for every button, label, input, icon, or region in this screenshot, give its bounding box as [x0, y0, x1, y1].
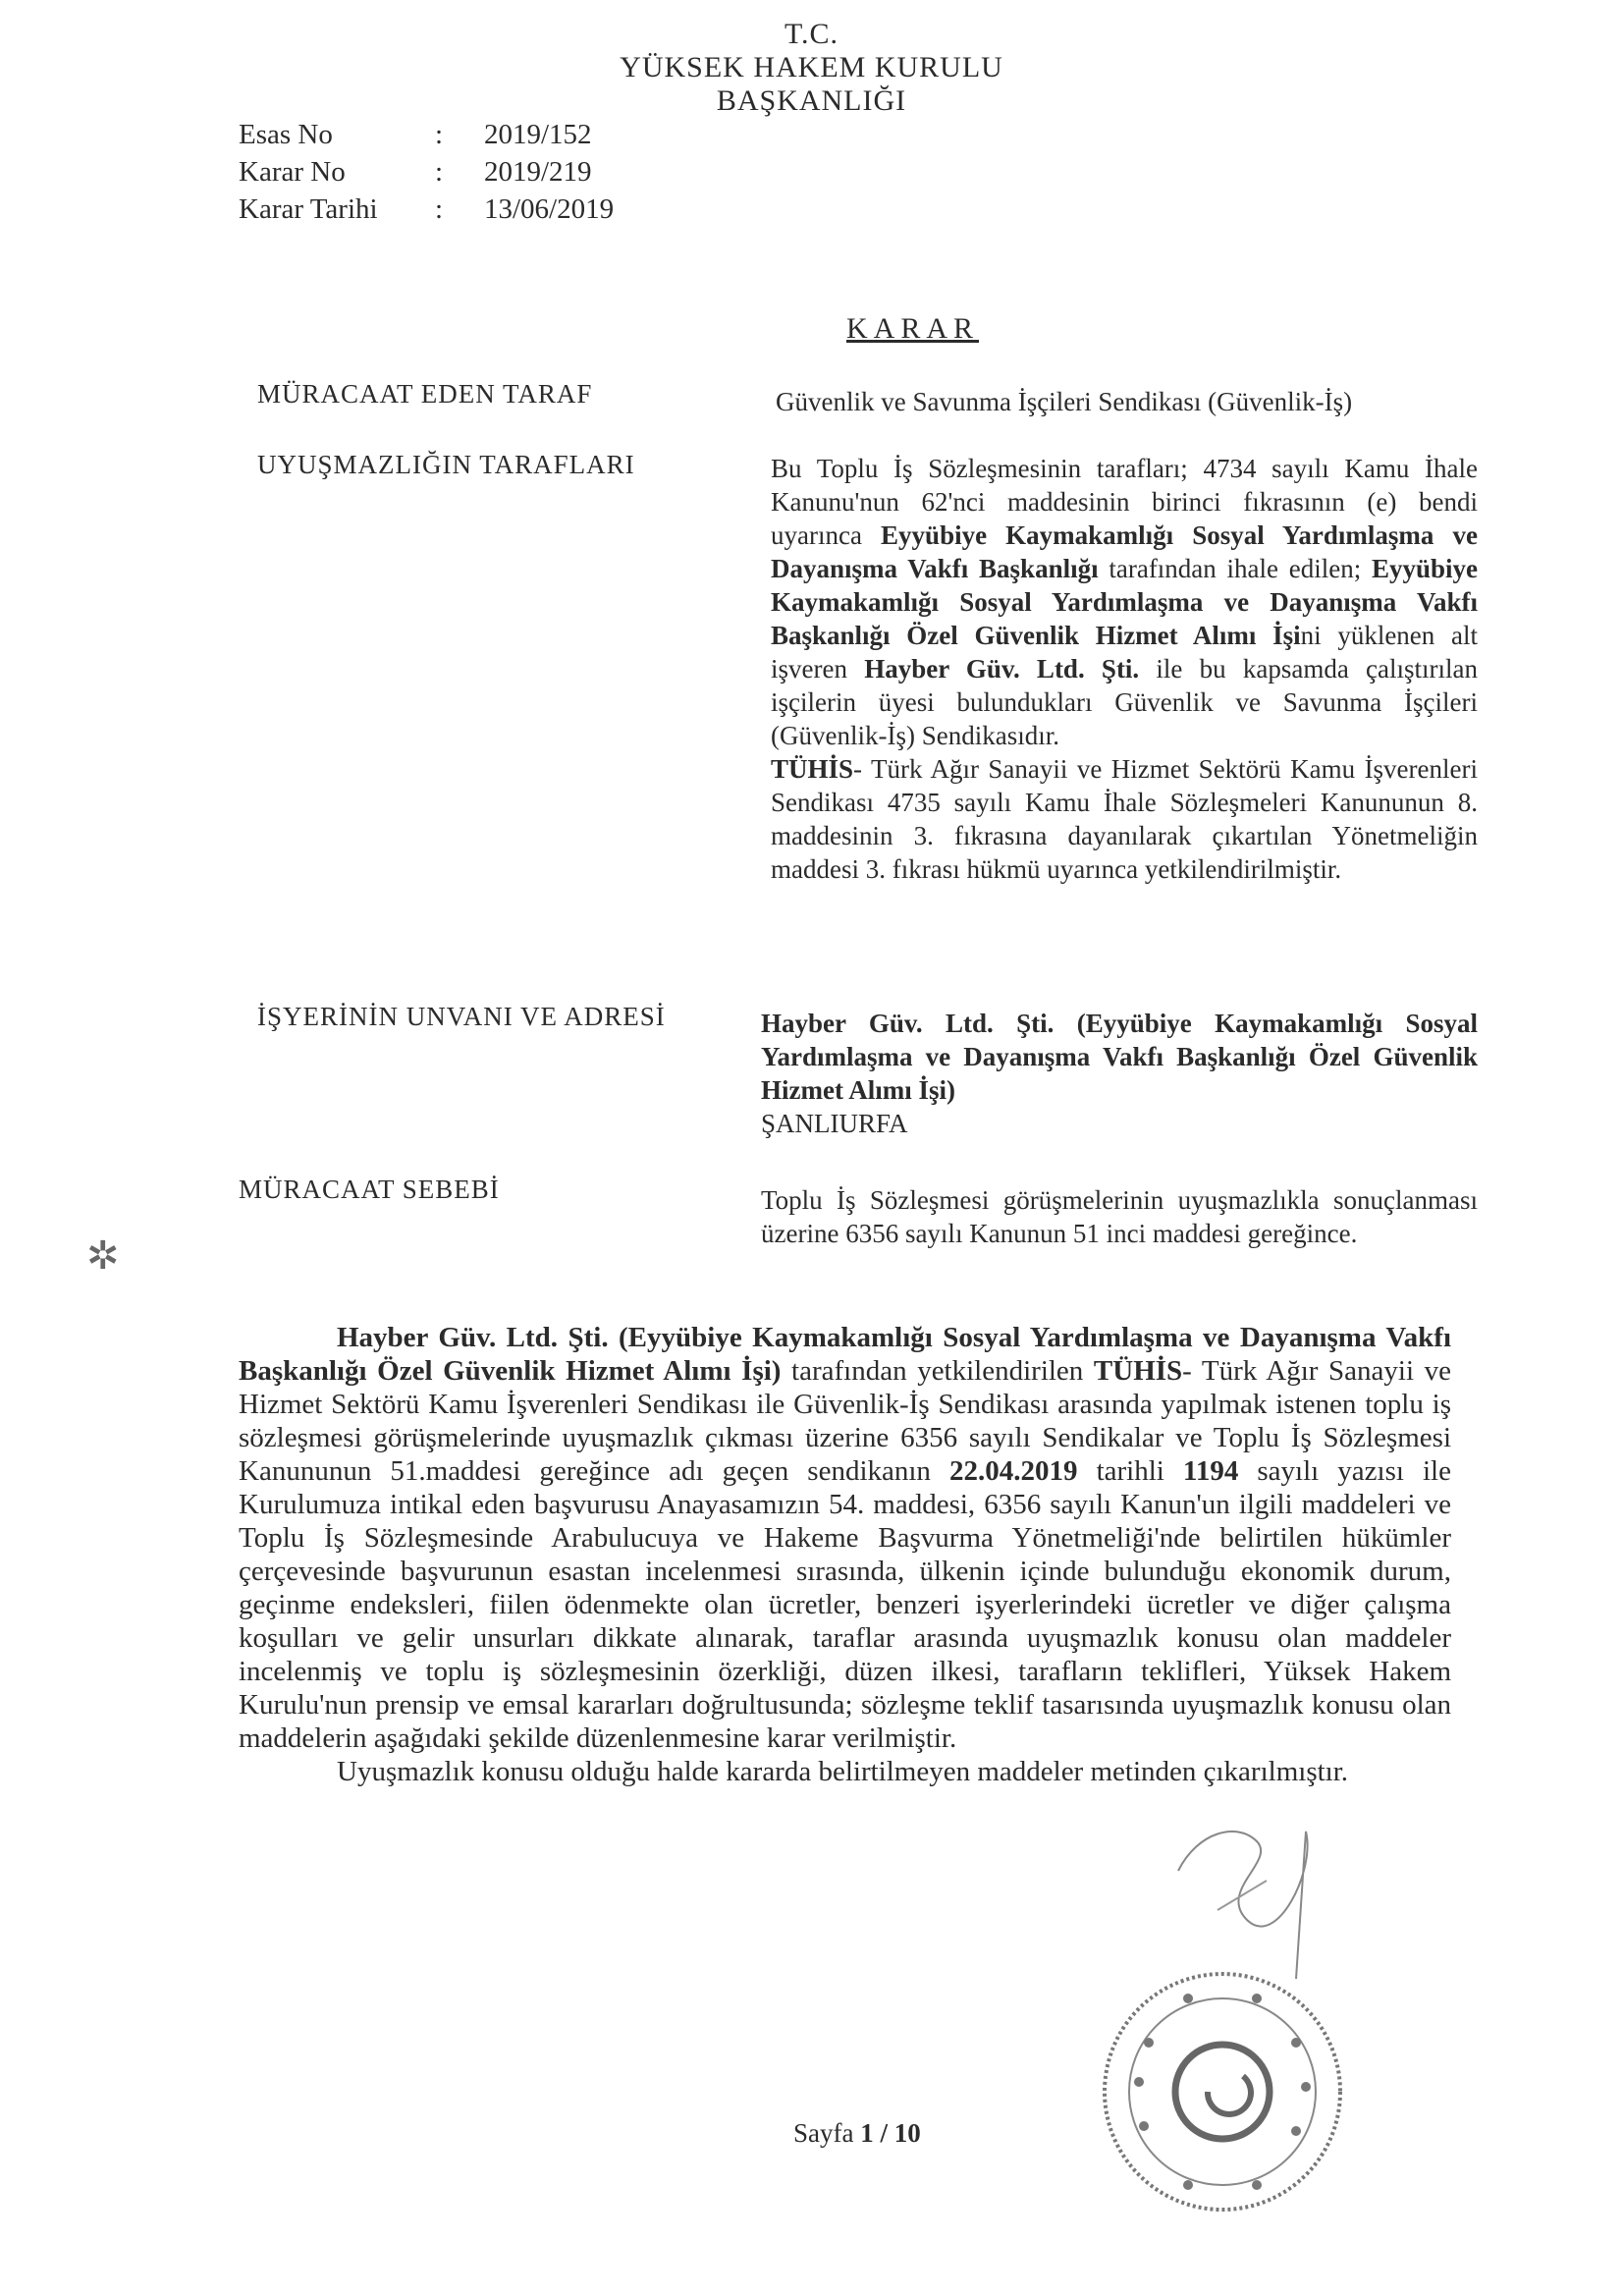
label-isyeri: İŞYERİNİN UNVANI VE ADRESİ: [257, 1002, 666, 1031]
meta-value: 2019/152: [484, 119, 592, 150]
taraflar-paragraph-1: [771, 452, 1478, 752]
bold-run: 1194: [1182, 1455, 1239, 1487]
meta-colon: :: [435, 156, 444, 188]
bold-run: Hayber Güv. Ltd. Şti. (Eyyübiye Kaymakamlığı Sosyal Yardımlaşma ve Dayanışma Vakfı Başkanlığı Özel Güvenlik Hizmet Alımı İşi): [239, 1322, 1451, 1387]
bold-run: TÜHİS: [1093, 1355, 1183, 1387]
page-footer: [793, 2118, 921, 2149]
meta-colon: :: [435, 119, 444, 150]
bold-run: Eyyübiye Kaymakamlığı Sosyal Yardımlaşma ve Dayanışma Vakfı Başkanlığı Özel Güvenlik Hizmet Alımı İşi: [771, 554, 1478, 650]
bold-run: 22.04.2019: [949, 1455, 1078, 1487]
case-meta: [239, 116, 614, 228]
bold-run: TÜHİS: [771, 754, 854, 784]
meta-value: 13/06/2019: [484, 193, 615, 225]
text-run: sayılı yazısı ile Kurulumuza intikal eden başvurusu Anayasamızın 54. maddesi, 6356 sayılı Kanun'un ilgili maddeleri ve Toplu İş Sözleşmesinde Arabulucuya ve Hakeme Başvurma Yönetmeliği'nde belirtilen hükümler çerçevesinde başvurunun esastan incelenmesi sırasında, ülkenin içinde bulunduğu ekonomik durum, geçinme endeksleri, fiilen ödenmekte olan ücretler, benzeri işyerlerindeki ücretler ve diğer çalışma koşulları ve gelir unsurları dikkate alınarak, taraflar arasında uyuşmazlık konusu olan maddeler incelenmiş ve toplu iş sözleşmesinin özerkliği, düzen ilkesi, tarafların teklifleri, Yüksek Hakem Kurulu'nun prensip ve emsal kararları doğrultusunda; sözleşme teklif tasarısında uyuşmazlık konusu olan maddelerin aşağıdaki şekilde düzenlenmesine karar verilmiştir.: [239, 1455, 1451, 1754]
meta-label: Esas No: [239, 119, 333, 150]
text-run: - Türk Ağır Sanayii ve Hizmet Sektörü Kamu İşverenleri Sendikası ile Güvenlik-İş Sendikası arasında yapılmak istenen toplu iş sözleşmesi görüşmelerinde uyuşmazlık çıkması üzerine 6356 sayılı Sendikalar ve Toplu İş Sözleşmesi Kanununun 51.maddesi gereğince adı geçen sendikanın: [239, 1355, 1451, 1487]
document-header: [0, 18, 1623, 118]
header-line-tc: T.C.: [784, 18, 839, 50]
body-paragraph-2: Uyuşmazlık konusu olduğu halde kararda belirtilmeyen maddeler metinden çıkarılmıştır.: [337, 1756, 1349, 1787]
text-run: ni yüklenen alt işveren: [771, 621, 1478, 683]
scan-mark: ✲: [86, 1233, 120, 1278]
text-run: ile bu kapsamda çalıştırılan işçilerin üyesi bulundukları Güvenlik ve Savunma İşçileri (Güvenlik-İş) Sendikasıdır.: [771, 654, 1478, 750]
footer-prefix: Sayfa: [793, 2118, 861, 2148]
signature-mark: [1159, 1812, 1355, 1989]
body-paragraph-1: [239, 1321, 1451, 1755]
text-run: tarafından yetkilendirilen: [781, 1355, 1094, 1387]
header-line-institution: YÜKSEK HAKEM KURULU: [620, 51, 1003, 83]
text-run: Bu Toplu İş Sözleşmesinin tarafları; 4734 sayılı Kamu İhale Kanunu'nun 62'nci maddesinin birinci fıkrasının (e) bendi uyarınca: [771, 454, 1478, 550]
text-run: tarihli: [1077, 1455, 1183, 1487]
meta-label: Karar No: [239, 156, 346, 188]
text-run: - Türk Ağır Sanayii ve Hizmet Sektörü Kamu İşverenleri Sendikası 4735 sayılı Kamu İhale Sözleşmeleri Kanununun 8. maddesinin 3. fıkrasına dayanılarak çıkartılan Yönetmeliğin maddesi 3. fıkrası hükmü uyarınca yetkilendirilmiştir.: [771, 754, 1478, 884]
decision-body: [239, 1321, 1451, 1788]
muracaat-eden-text: Güvenlik ve Savunma İşçileri Sendikası (Güvenlik-İş): [776, 387, 1353, 416]
footer-page-number: 1 / 10: [860, 2118, 921, 2148]
text-run: tarafından ihale edilen;: [1098, 554, 1372, 583]
isyeri-city: ŞANLIURFA: [761, 1109, 908, 1138]
label-sebep: MÜRACAAT SEBEBİ: [239, 1175, 500, 1204]
header-line-presidency: BAŞKANLIĞI: [716, 84, 907, 117]
meta-value: 2019/219: [484, 156, 592, 188]
isyeri-text: [761, 1007, 1478, 1140]
meta-row-tarih: [239, 191, 614, 228]
meta-row-esas: [239, 116, 614, 153]
label-taraflar: UYUŞMAZLIĞIN TARAFLARI: [257, 450, 635, 479]
meta-row-karar: [239, 153, 614, 191]
official-stamp: [1090, 1964, 1355, 2219]
taraflar-paragraph-2: [771, 752, 1478, 886]
isyeri-name: Hayber Güv. Ltd. Şti. (Eyyübiye Kaymakamlığı Sosyal Yardımlaşma ve Dayanışma Vakfı Başkanlığı Özel Güvenlik Hizmet Alımı İşi): [761, 1009, 1478, 1105]
label-muracaat-eden: MÜRACAAT EDEN TARAF: [257, 379, 593, 409]
sebep-text: Toplu İş Sözleşmesi görüşmelerinin uyuşmazlıkla sonuçlanması üzerine 6356 sayılı Kanunun 51 inci maddesi gereğince.: [761, 1185, 1478, 1248]
document-title: KARAR: [846, 312, 980, 345]
bold-run: Hayber Güv. Ltd. Şti.: [864, 654, 1140, 683]
bold-run: Eyyübiye Kaymakamlığı Sosyal Yardımlaşma ve Dayanışma Vakfı Başkanlığı: [771, 520, 1478, 583]
meta-colon: :: [435, 193, 444, 225]
taraflar-text: [771, 452, 1478, 886]
meta-label: Karar Tarihi: [239, 193, 378, 225]
